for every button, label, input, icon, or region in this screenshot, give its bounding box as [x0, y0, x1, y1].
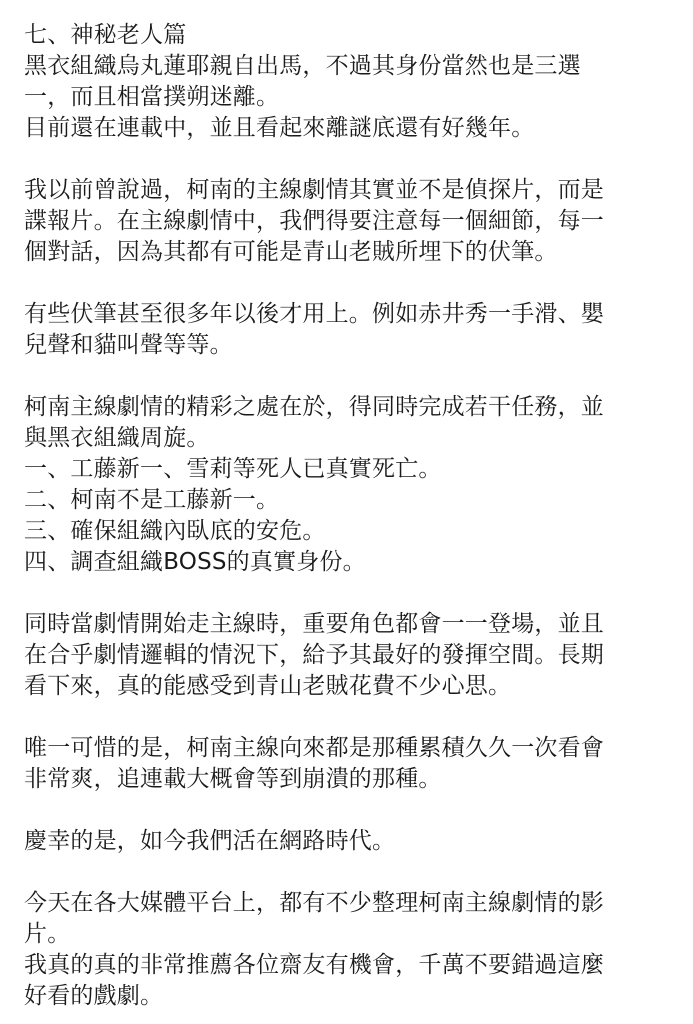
- text-line: 同時當劇情開始走主線時，重要角色都會一一登場，並且: [24, 611, 604, 637]
- paragraph-pity: [24, 733, 674, 795]
- text-line: 諜報片。在主線劇情中，我們得要注意每一個細節，每一: [24, 208, 604, 234]
- task-list-item: 二、柯南不是工藤新一。: [24, 487, 280, 513]
- text-line: 目前還在連載中，並且看起來離謎底還有好幾年。: [24, 115, 535, 141]
- paragraph-gap: [24, 702, 674, 733]
- paragraph-gap: [24, 361, 674, 392]
- text-line: 柯南主線劇情的精彩之處在於，得同時完成若干任務，並: [24, 394, 604, 420]
- paragraph-foreshadowing: [24, 299, 674, 361]
- text-line: 在合乎劇情邏輯的情況下，給予其最好的發揮空間。長期: [24, 642, 604, 668]
- paragraph-gap: [24, 144, 674, 175]
- text-line: 一，而且相當撲朔迷離。: [24, 84, 280, 110]
- paragraph-spy-story: [24, 175, 674, 268]
- text-line: 黑衣組織烏丸蓮耶親自出馬，不過其身份當然也是三選: [24, 53, 581, 79]
- text-line: 兒聲和貓叫聲等等。: [24, 332, 233, 358]
- text-line: 唯一可惜的是，柯南主線向來都是那種累積久久一次看會: [24, 735, 604, 761]
- paragraph-tasks: [24, 392, 674, 578]
- paragraph-internet-era: [24, 826, 674, 857]
- text-line: 今天在各大媒體平台上，都有不少整理柯南主線劇情的影: [24, 890, 604, 916]
- paragraph-gap: [24, 268, 674, 299]
- task-list-item: 一、工藤新一、雪莉等死人已真實死亡。: [24, 456, 442, 482]
- paragraph-gap: [24, 857, 674, 888]
- text-line: 與黑衣組織周旋。: [24, 425, 210, 451]
- task-list-item: 三、確保組織內臥底的安危。: [24, 518, 326, 544]
- text-line: 有些伏筆甚至很多年以後才用上。例如赤井秀一手滑、嬰: [24, 301, 604, 327]
- article-body: [24, 20, 674, 1012]
- section-heading: 七、神秘老人篇: [24, 22, 187, 48]
- text-line: 我以前曾說過，柯南的主線劇情其實並不是偵探片，而是: [24, 177, 604, 203]
- text-line: 個對話，因為其都有可能是青山老賊所埋下的伏筆。: [24, 239, 558, 265]
- text-line: 看下來，真的能感受到青山老賊花費不少心思。: [24, 673, 512, 699]
- paragraph-gap: [24, 578, 674, 609]
- text-line: 我真的真的非常推薦各位齋友有機會，千萬不要錯過這麼: [24, 952, 604, 978]
- paragraph-mystery-old-man: [24, 20, 674, 144]
- paragraph-main-plot: [24, 609, 674, 702]
- paragraph-recommendation: [24, 888, 674, 1012]
- text-line: 好看的戲劇。: [24, 983, 164, 1009]
- text-line: 片。: [24, 921, 71, 947]
- paragraph-gap: [24, 795, 674, 826]
- text-line: 非常爽，追連載大概會等到崩潰的那種。: [24, 766, 442, 792]
- text-line: 慶幸的是，如今我們活在網路時代。: [24, 828, 396, 854]
- task-list-item: 四、調查組織BOSS的真實身份。: [24, 549, 366, 575]
